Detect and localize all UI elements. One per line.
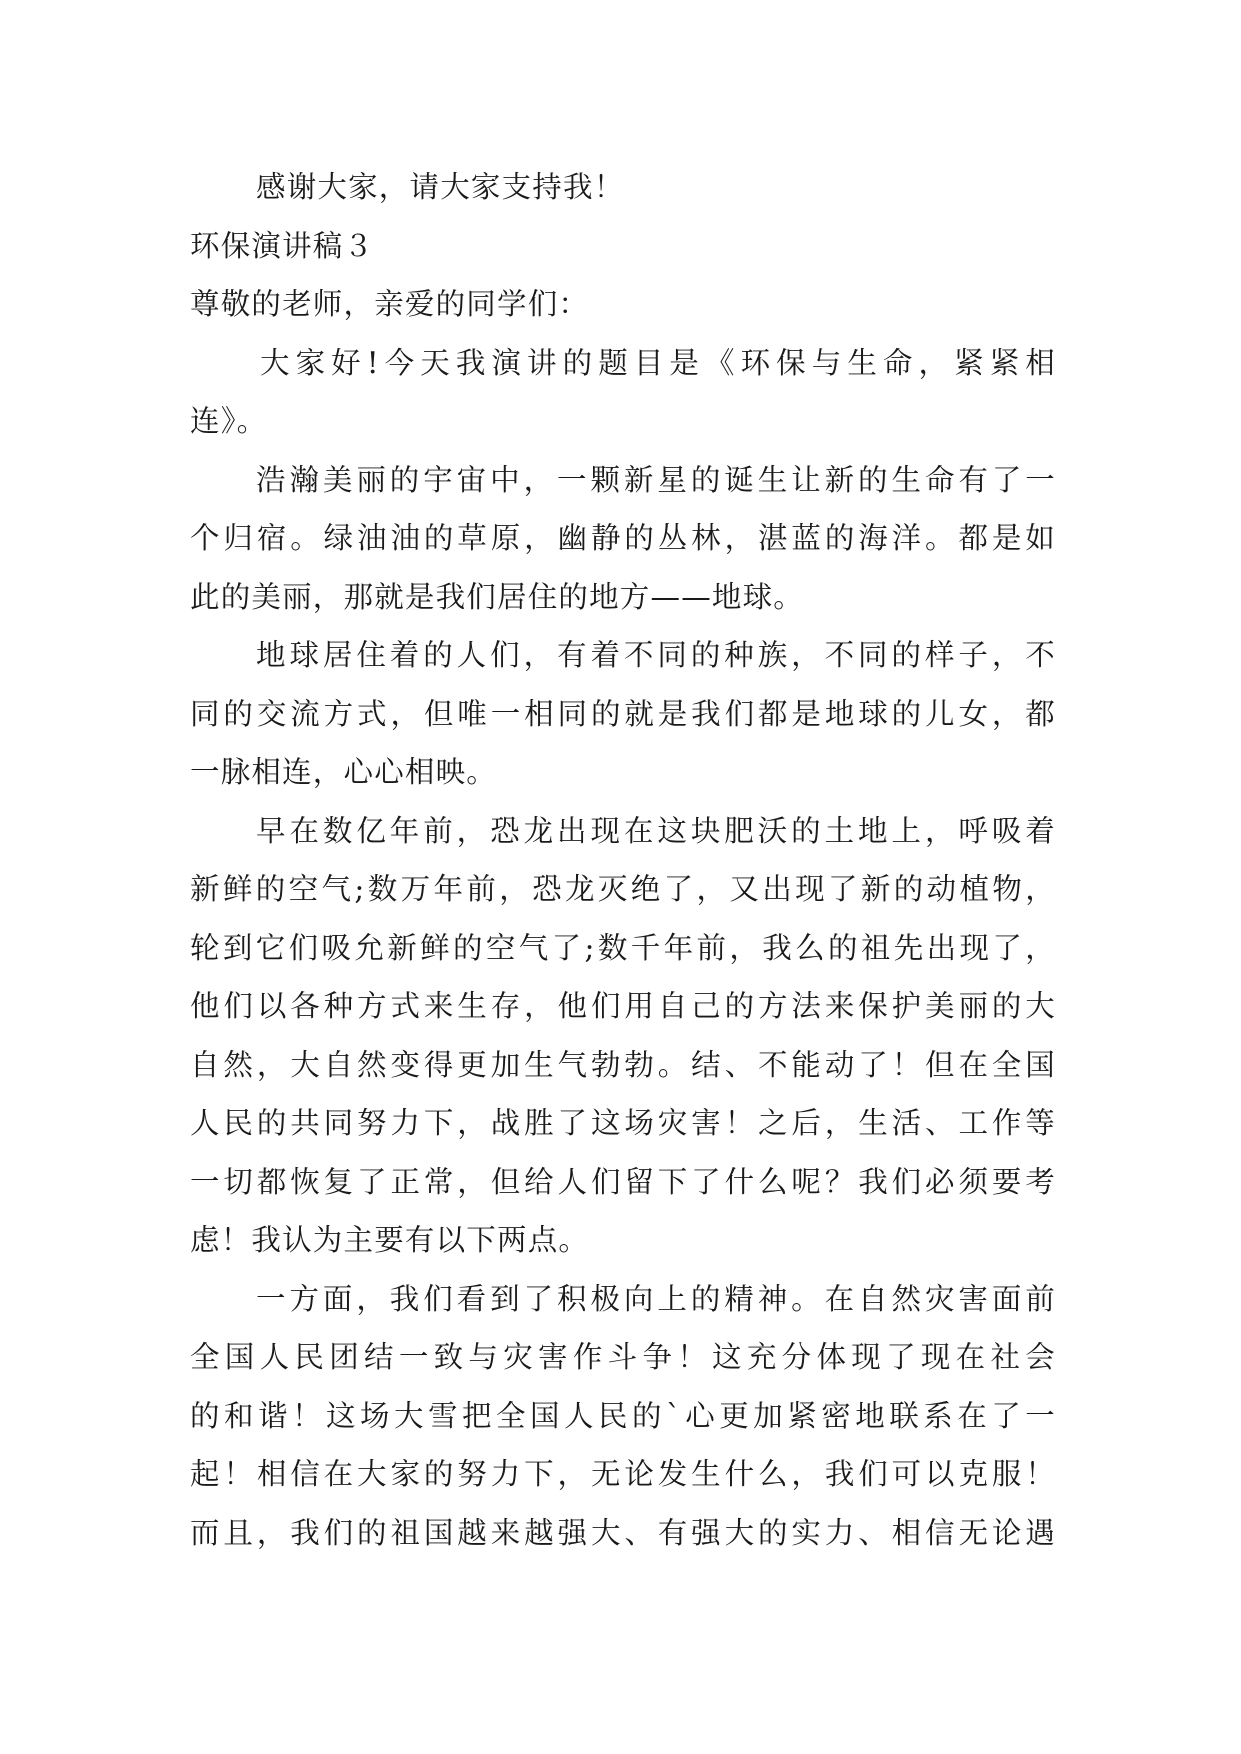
text-line: 地球居住着的人们，有着不同的种族，不同的样子，不 — [256, 638, 1056, 672]
text-line: 新鲜的空气;数万年前，恐龙灭绝了，又出现了新的动植物， — [190, 872, 1056, 906]
text-line: 虑！我认为主要有以下两点。 — [190, 1223, 590, 1257]
text-line: 一方面，我们看到了积极向上的精神。在自然灾害面前 — [256, 1281, 1056, 1316]
text-line: 一脉相连，心心相映。 — [190, 755, 498, 789]
salutation: 尊敬的老师，亲爱的同学们： — [190, 287, 590, 321]
text-line: 轮到它们吸允新鲜的空气了;数千年前，我么的祖先出现了， — [190, 930, 1056, 965]
text-line: 的和谐！这场大雪把全国人民的`心更加紧密地联系在了一 — [190, 1398, 1056, 1433]
text-line: 个归宿。绿油油的草原，幽静的丛林，湛蓝的海洋。都是如 — [190, 521, 1056, 555]
text-line: 他们以各种方式来生存，他们用自己的方法来保护美丽的大 — [190, 989, 1056, 1023]
text-line: 全国人民团结一致与灾害作斗争！这充分体现了现在社会 — [190, 1340, 1056, 1374]
text-line: 连》。 — [190, 404, 268, 438]
text-line: 早在数亿年前，恐龙出现在这块肥沃的土地上，呼吸着 — [256, 813, 1056, 848]
document-body — [190, 158, 1056, 1562]
text-line: 同的交流方式，但唯一相同的就是我们都是地球的儿女，都 — [190, 696, 1056, 731]
text-line: 人民的共同努力下，战胜了这场灾害！之后，生活、工作等 — [190, 1106, 1056, 1140]
text-line: 大家好!今天我演讲的题目是《环保与生命，紧紧相 — [260, 345, 1056, 380]
text-line: 感谢大家，请大家支持我！ — [256, 170, 625, 204]
text-line: 起！相信在大家的努力下，无论发生什么，我们可以克服！ — [190, 1457, 1056, 1491]
section-heading: 环保演讲稿３ — [190, 228, 375, 263]
text-line: 一切都恢复了正常，但给人们留下了什么呢？我们必须要考 — [190, 1164, 1056, 1199]
text-line: 浩瀚美丽的宇宙中，一颗新星的诞生让新的生命有了一 — [256, 462, 1056, 497]
text-line: 而且，我们的祖国越来越强大、有强大的实力、相信无论遇 — [190, 1515, 1056, 1550]
text-line: 自然，大自然变得更加生气勃勃。结、不能动了！但在全国 — [190, 1047, 1056, 1082]
text-line: 此的美丽，那就是我们居住的地方——地球。 — [190, 579, 805, 614]
